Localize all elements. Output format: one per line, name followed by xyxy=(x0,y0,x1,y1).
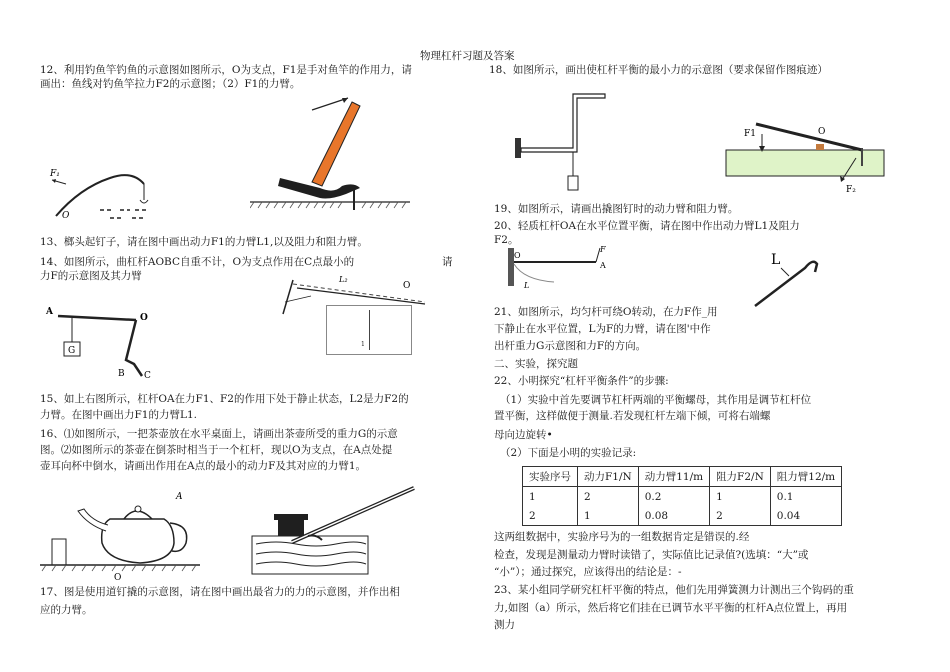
q19-text: 19、如图所示，请画出撬图钉时的动力臂和阻力臂。 xyxy=(494,203,739,215)
table-header-row xyxy=(523,467,842,487)
hanging-weight xyxy=(568,176,578,190)
q22-part2-text: （2）下面是小明的实验记录: xyxy=(500,447,637,459)
q12-line1: 12、利用钓鱼竿钓鱼的示意图如图所示，O为支点，F1是手对鱼竿的作用力，请 xyxy=(40,64,412,76)
q16-line3: 壶耳向杯中倒水，请画出作用在A点的最小的动力F及其对应的力臂1。 xyxy=(40,460,367,472)
q22-part1-line2: 置平衡，这样做便于测量.若发现杠杆左端下倾，可将右端螺 xyxy=(494,410,771,422)
cup xyxy=(52,539,66,565)
table-cell: 1 xyxy=(710,487,771,507)
lever-ao xyxy=(58,316,136,320)
b-label: B xyxy=(118,369,125,379)
g-label: G xyxy=(68,346,76,356)
table-cell: 2 xyxy=(710,506,771,526)
a-label: A xyxy=(176,492,183,502)
table-header: 动力F1/N xyxy=(578,467,639,487)
table-cell: 1 xyxy=(523,487,578,507)
q23-line1: 23、某小组同学研究杠杆平衡的特点，他们先用弹簧测力计测出三个钩码的重 xyxy=(494,584,854,596)
crank-lever xyxy=(521,94,605,152)
q20-line2: F2。 xyxy=(494,234,519,246)
hammer-handle xyxy=(312,102,360,186)
table-row xyxy=(523,487,842,507)
uniform-rod-figure xyxy=(745,244,855,314)
table-cell: 0.08 xyxy=(638,506,709,526)
table-header: 实验序号 xyxy=(523,467,578,487)
q16-line1: 16、⑴如图所示，一把茶壶放在水平桌面上，请画出茶壶所受的重力G的示意 xyxy=(40,428,398,440)
q14-line1: 14、如图所示，曲杠杆AOBC自重不计，O为支点作用在C点最小的 xyxy=(40,256,355,268)
board xyxy=(726,150,884,176)
box-mark: 1 xyxy=(361,341,365,348)
teapot-spout xyxy=(78,509,108,531)
q14-line1-end: 请 xyxy=(442,256,453,268)
table-header: 动力臂11/m xyxy=(638,467,709,487)
l-label: L xyxy=(771,252,781,268)
q15-line2: 力臂。在图中画出力F1的力臂L1. xyxy=(40,409,197,421)
lever-obc xyxy=(126,320,142,376)
q22-text: 22、小明探究“杠杆平衡条件”的步骤: xyxy=(494,375,669,387)
teapot-body xyxy=(102,519,174,563)
q14-line2: 力F的示意图及其力臂 xyxy=(40,270,142,282)
l-label: L xyxy=(524,281,530,290)
q23-line2: 力,如图（a）所示，然后将它们挂在已调节水平平衡的杠杆A点位置上，再用 xyxy=(494,602,848,614)
q21-line3: 出杆重力G示意图和力F的方向。 xyxy=(494,340,647,352)
o-label: O xyxy=(140,313,148,323)
o-label: O xyxy=(403,281,411,291)
table-cell: 0.2 xyxy=(638,487,709,507)
q17-line2: 应的力臂。 xyxy=(40,604,93,616)
bent-lever-figure xyxy=(42,300,182,382)
f-label: F xyxy=(600,245,606,254)
table-cell: 2 xyxy=(578,487,639,507)
rod xyxy=(755,262,817,306)
arc-line xyxy=(514,264,554,282)
hammer-figure xyxy=(250,90,410,210)
q22-part3-line2: 检查，发现是测量动力臂时读错了，实际值比记录值?(选填：“大”或 xyxy=(494,549,809,561)
experiment-table xyxy=(522,466,842,526)
f1-label: F₁ xyxy=(50,169,60,179)
answer-box xyxy=(326,305,412,355)
o-label: O xyxy=(62,211,70,221)
wall-post xyxy=(283,280,293,314)
rail xyxy=(278,518,304,536)
light-lever-figure xyxy=(500,244,610,294)
fishing-rod-figure xyxy=(40,158,175,230)
o-label: O xyxy=(114,573,122,583)
o-label: O xyxy=(514,251,521,260)
table-cell: 2 xyxy=(523,506,578,526)
q22-part1-line3: 母向边旋转• xyxy=(494,429,553,441)
force-arrow xyxy=(312,98,348,110)
page-title: 物理杠杆习题及答案 xyxy=(420,50,515,62)
q18-text: 18、如图所示，画出使杠杆平衡的最小力的示意图（要求保留作图痕迹） xyxy=(489,64,828,76)
section-2-heading: 二、实验，探究题 xyxy=(494,358,578,370)
table-cell: 0.04 xyxy=(770,506,841,526)
q21-line2: 下静止在水平位置，L为F的力臂，请在图'中作 xyxy=(494,323,711,335)
table-cell: 1 xyxy=(578,506,639,526)
q23-line3: 测力 xyxy=(494,619,515,631)
pushpin-lever-figure xyxy=(722,120,892,198)
fulcrum-block xyxy=(816,144,824,150)
table-header: 阻力臂12/m xyxy=(770,467,841,487)
water-surface xyxy=(100,210,147,218)
q22-part3-line3: “小”）；通过探究，应该得出的结论是：- xyxy=(494,566,682,578)
a-label: A xyxy=(600,261,606,270)
o-label: O xyxy=(818,127,826,137)
q15-line1: 15、如上右图所示，杠杆OA在力F1、F2的作用下处于静止状态，L2是力F2的 xyxy=(40,393,409,405)
q17-line1: 17、图是使用道钉撬的示意图，请在图中画出最省力的力的示意图，并作出相 xyxy=(40,586,400,598)
q12-line2: 画出：鱼线对钓鱼竿拉力F2的示意图；（2）F1的力臂。 xyxy=(40,78,301,90)
f2-label: F₂ xyxy=(846,185,856,195)
c-label: C xyxy=(144,371,151,381)
q13-text: 13、榔头起钉子，请在图中画出动力F1的力臂L1,以及阻力和阻力臂。 xyxy=(40,236,368,248)
crowbar-figure xyxy=(248,480,423,580)
wall-mount xyxy=(515,138,521,158)
q21-line1: 21、如图所示，均匀杆可绕O转动，在力F作_用 xyxy=(494,306,718,318)
q22-part1-line1: （1）实验中首先要调节杠杆两端的平衡螺母，其作用是调节杠杆位 xyxy=(500,394,812,406)
table-row xyxy=(523,506,842,526)
a-label: A xyxy=(46,307,53,317)
table-cell: 0.1 xyxy=(770,487,841,507)
teapot-figure xyxy=(40,485,200,583)
q20-line1: 20、轻质杠杆OA在水平位置平衡，请在图中作出动力臂L1及阻力 xyxy=(494,220,800,232)
f1-label: F1 xyxy=(744,129,756,139)
crank-lever-figure xyxy=(513,86,633,196)
table-header: 阻力F2/N xyxy=(710,467,771,487)
q22-part3-line1: 这两组数据中，实验序号为的一组数据肯定是错误的.经 xyxy=(494,531,750,543)
lever-bar xyxy=(756,124,862,150)
q16-line2: 图。⑵如图所示的茶壶在倒茶时相当于一个杠杆，现以O为支点，在A点处提 xyxy=(40,444,393,456)
l2-label: L₂ xyxy=(339,275,348,284)
